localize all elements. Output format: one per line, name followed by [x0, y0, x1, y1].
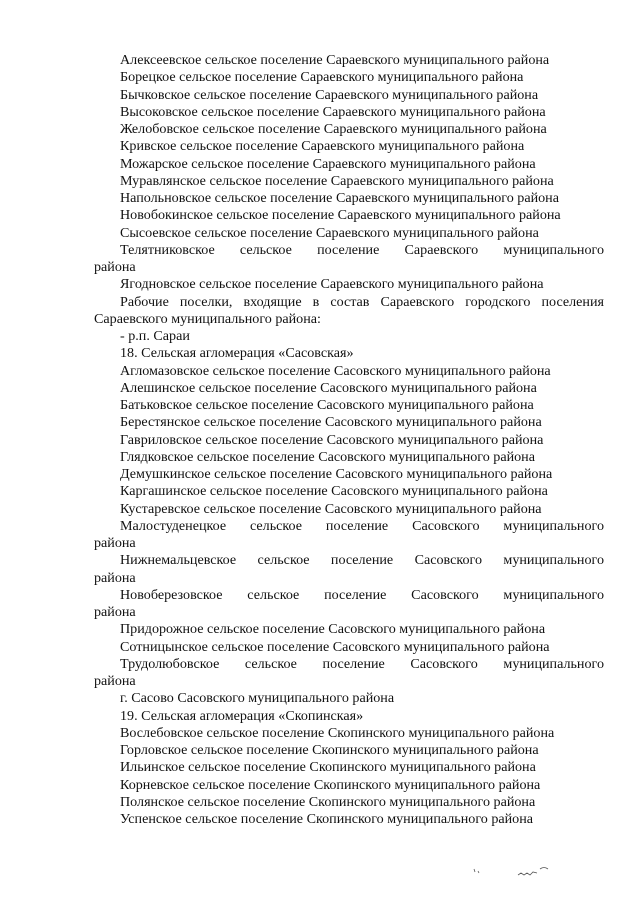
text-line: Малостуденецкое сельское поселение Сасовского муниципального [120, 517, 604, 534]
text-line: Успенское сельское поселение Скопинского муниципального района [120, 811, 534, 827]
text-line: Каргашинское сельское поселение Сасовского муниципального района [120, 483, 548, 500]
text-line: Муравлянское сельское поселение Сараевского муниципального района [120, 172, 554, 189]
text-line: района [94, 259, 136, 275]
text-line: Алексеевское сельское поселение Сараевского муниципального района [120, 52, 550, 68]
text-line: Трудолюбовское сельское поселение Сасовского муниципального [120, 655, 604, 672]
text-line: Новоберезовское сельское поселение Сасовского муниципального [120, 586, 604, 603]
text-line: Кривское сельское поселение Сараевского муниципального района [120, 138, 525, 155]
text-line: Ягодновское сельское поселение Сараевского муниципального района [120, 276, 544, 293]
text-line: Гавриловское сельское поселение Сасовского муниципального района [120, 431, 544, 448]
text-line: Высоковское сельское поселение Сараевского муниципального района [120, 103, 546, 120]
text-line: Берестянское сельское поселение Сасовского муниципального района [120, 414, 542, 431]
text-line: Кустаревское сельское поселение Сасовского муниципального района [120, 500, 542, 517]
text-line: Телятниковское сельское поселение Сараевского муниципального [120, 241, 604, 258]
section-heading: 19. Сельская агломерация «Скопинская» [120, 707, 364, 724]
text-line: района [94, 535, 136, 551]
text-line: Корневское сельское поселение Скопинского муниципального района [120, 776, 541, 793]
text-line: Сараевского муниципального района: [94, 310, 321, 327]
text-line: Ильинское сельское поселение Скопинского муниципального района [120, 759, 536, 776]
text-line: Алешинское сельское поселение Сасовского муниципального района [120, 379, 537, 396]
text-line: Вослебовское сельское поселение Скопинского муниципального района [120, 724, 555, 741]
text-line: Сотницынское сельское поселение Сасовского муниципального района [120, 638, 550, 655]
text-line: г. Сасово Сасовского муниципального района [120, 690, 395, 707]
text-line: Новобокинское сельское поселение Сараевского муниципального района [120, 207, 561, 224]
scan-marks-decoration [470, 863, 580, 883]
text-line: Напольновское сельское поселение Сараевского муниципального района [120, 190, 559, 206]
text-line: Борецкое сельское поселение Сараевского муниципального района [120, 69, 524, 86]
text-line: Сысоевское сельское поселение Сараевского муниципального района [120, 224, 539, 241]
text-line: Агломазовское сельское поселение Сасовского муниципального района [120, 362, 551, 379]
text-line: Глядковское сельское поселение Сасовского муниципального района [120, 448, 535, 465]
text-line: Бычковское сельское поселение Сараевского муниципального района [120, 86, 539, 103]
text-line: - р.п. Сараи [120, 328, 190, 344]
text-line: Горловское сельское поселение Скопинского муниципального района [120, 742, 539, 758]
text-line: Желобовское сельское поселение Сараевского муниципального района [120, 121, 547, 137]
text-line: Рабочие поселки, входящие в состав Сараевского городского поселения [120, 293, 604, 310]
text-line: Полянское сельское поселение Скопинского муниципального района [120, 793, 536, 810]
section-heading: 18. Сельская агломерация «Сасовская» [120, 345, 354, 362]
text-line: Нижнемальцевское сельское поселение Сасовского муниципального [120, 552, 604, 569]
text-line: Батьковское сельское поселение Сасовского муниципального района [120, 397, 534, 413]
text-line: Можарское сельское поселение Сараевского муниципального района [120, 155, 536, 172]
text-line: района [94, 569, 136, 586]
text-line: района [94, 604, 136, 620]
text-line: Придорожное сельское поселение Сасовского муниципального района [120, 621, 546, 638]
text-line: района [94, 673, 136, 689]
text-line: Демушкинское сельское поселение Сасовского муниципального района [120, 466, 553, 482]
